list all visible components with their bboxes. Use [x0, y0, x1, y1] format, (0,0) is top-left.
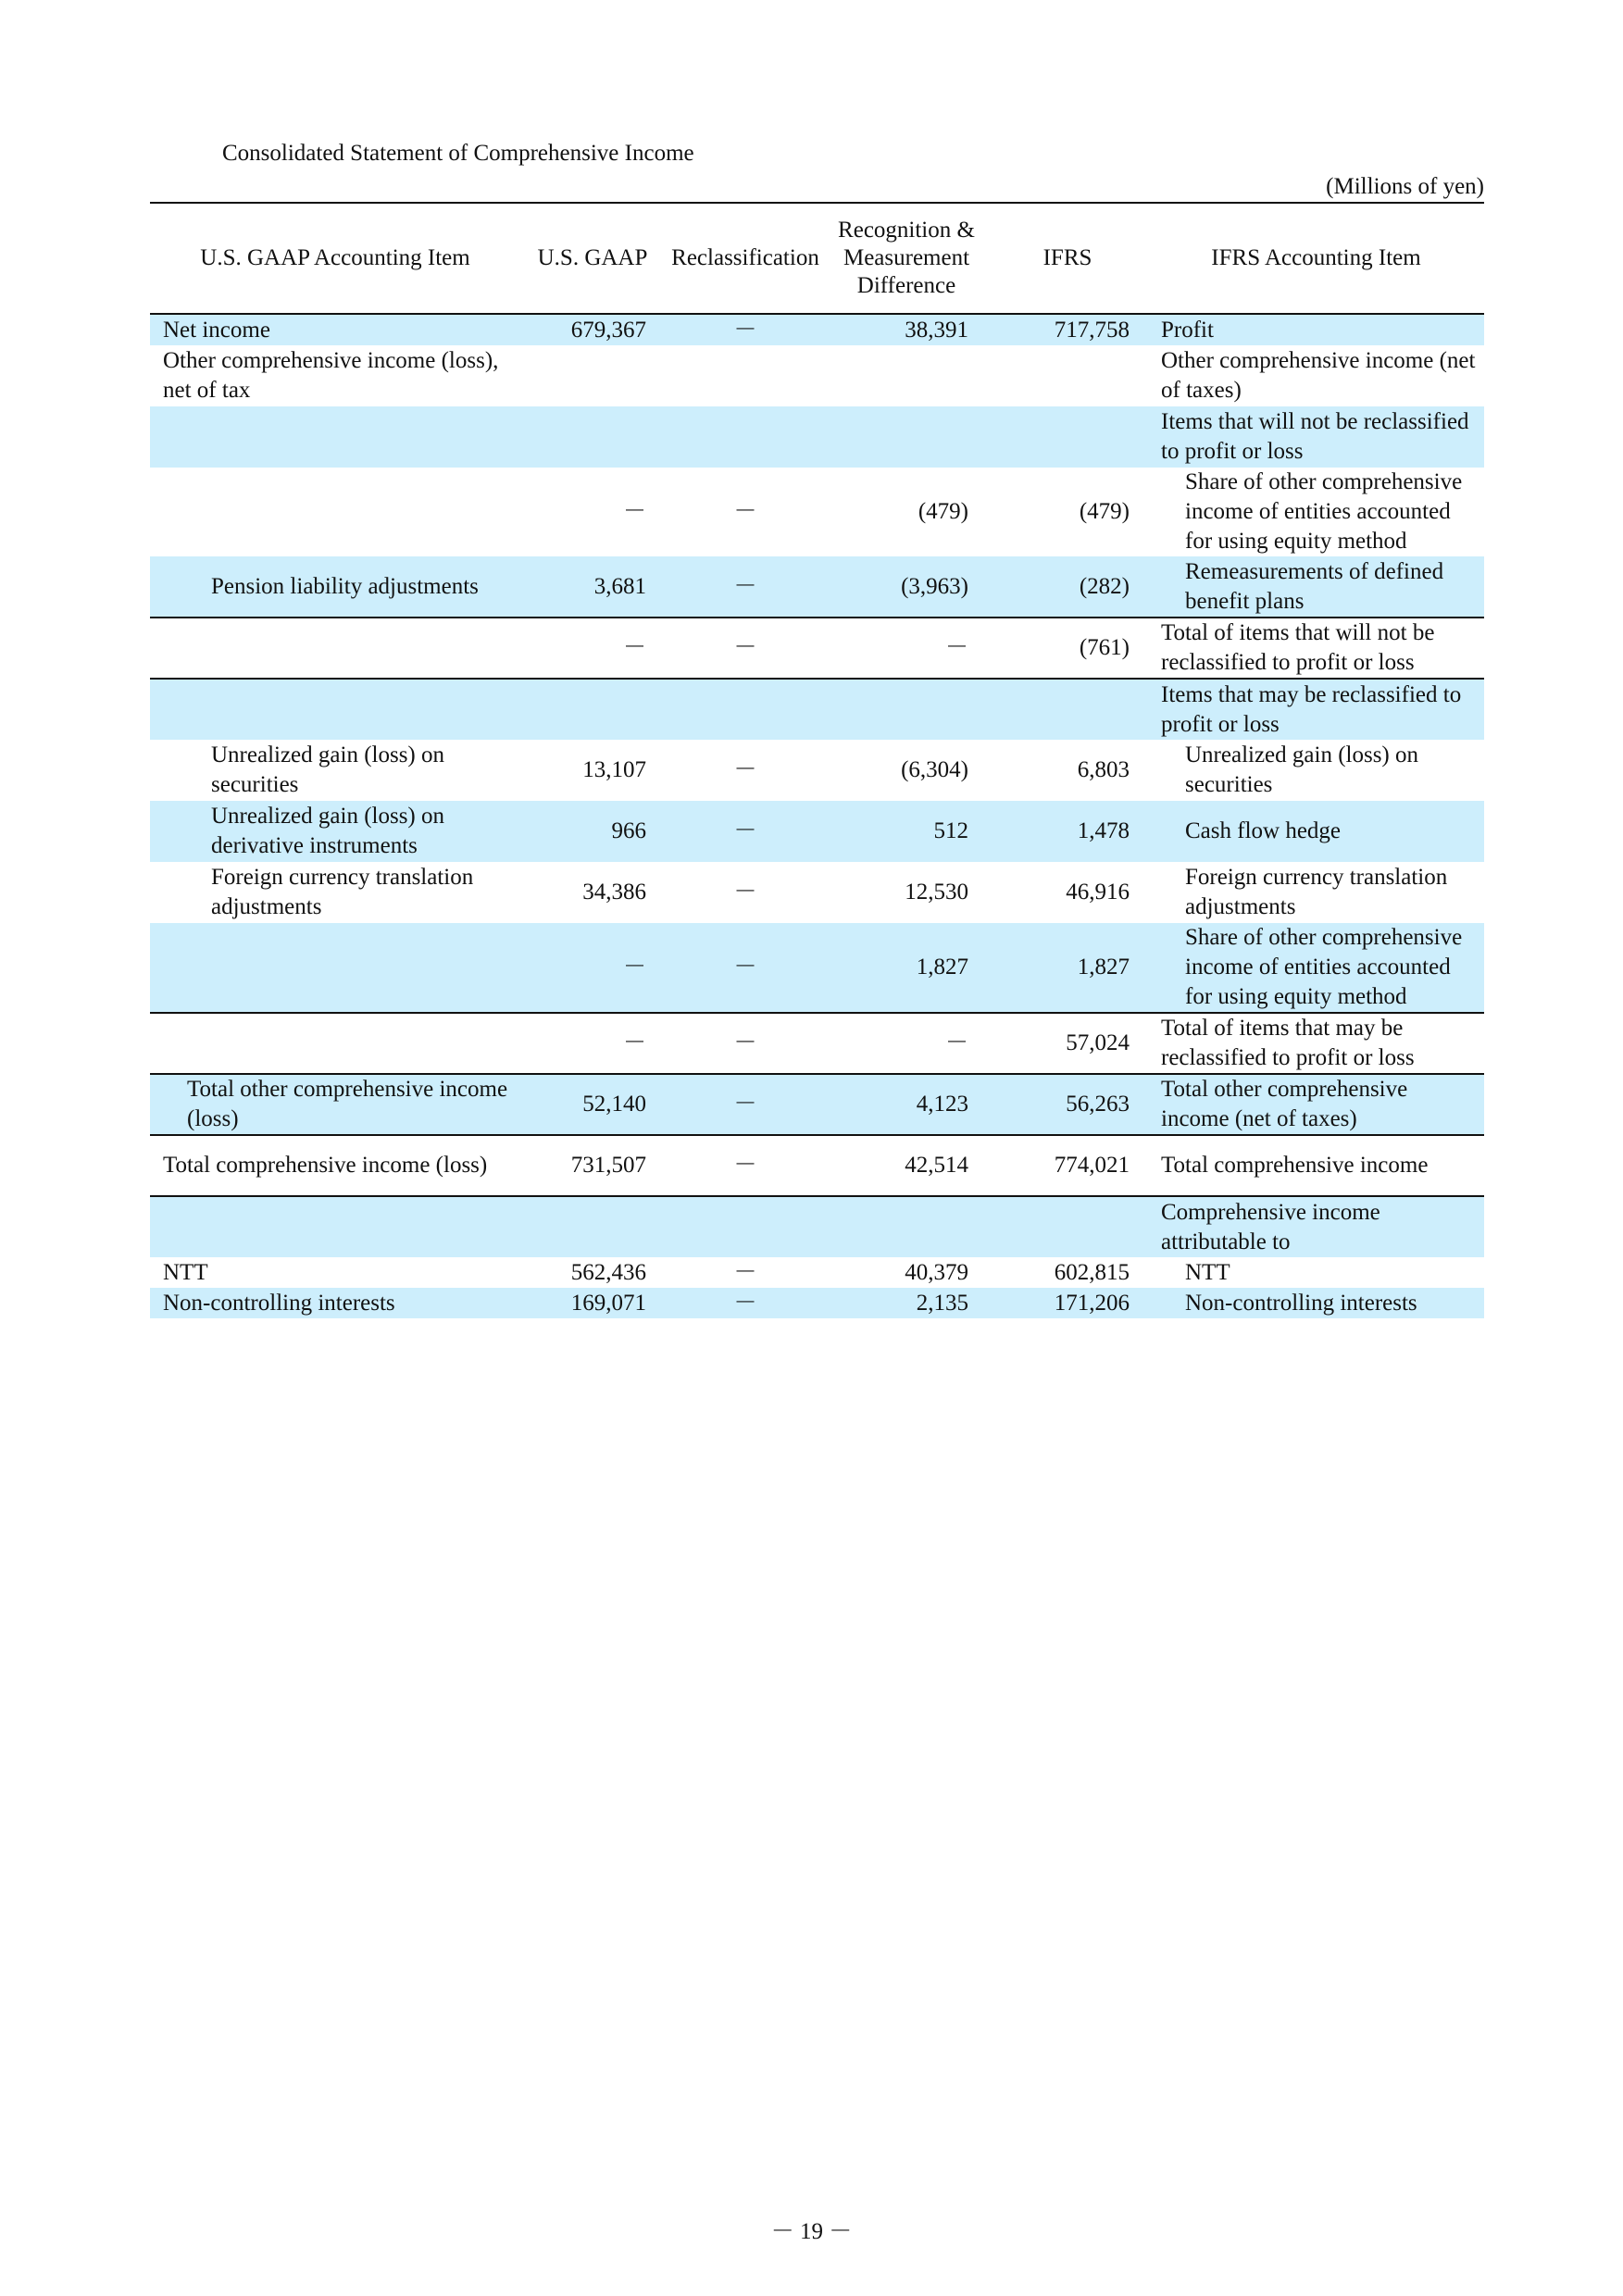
table-row [150, 1074, 1484, 1135]
table-row [150, 314, 1484, 345]
cell-usgaap: 731,507 [520, 1135, 665, 1196]
cell-reclassification: － [665, 1074, 826, 1135]
row-label-ifrs: Comprehensive income attributable to [1148, 1196, 1484, 1257]
table-header-row [150, 203, 1484, 314]
row-label-usgaap: Foreign currency translation adjustments [211, 865, 474, 919]
cell-ifrs: 1,478 [987, 801, 1148, 862]
cell-difference: (479) [918, 499, 968, 524]
row-label-usgaap [150, 618, 520, 679]
row-label-ifrs: Remeasurements of defined benefit plans [1148, 556, 1484, 618]
row-label-usgaap: Pension liability adjustments [150, 556, 520, 618]
row-label-ifrs: Unrealized gain (loss) on securities [1185, 742, 1419, 797]
row-label-ifrs: Share of other comprehensive income of entities accounted for using equity method [1148, 923, 1484, 1013]
cell-ifrs: 57,024 [987, 1013, 1148, 1074]
header-reclassification: Reclassification [671, 245, 819, 270]
cell-reclassification: － [733, 880, 757, 905]
row-label-usgaap: Unrealized gain (loss) on securities [211, 742, 445, 797]
cell-ifrs [987, 406, 1148, 468]
units-label: (Millions of yen) [1326, 174, 1484, 199]
cell-difference: － [826, 618, 987, 679]
row-label-ifrs: Share of other comprehensive income of entities accounted for using equity method [1185, 469, 1463, 554]
cell-difference [826, 345, 987, 406]
cell-difference: (6,304) [901, 757, 968, 782]
row-label-ifrs: Non-controlling interests [1148, 1288, 1484, 1318]
cell-ifrs: 56,263 [987, 1074, 1148, 1135]
cell-difference [826, 679, 987, 740]
row-label-usgaap: Unrealized gain (loss) on derivative instruments [150, 801, 520, 862]
cell-usgaap: － [520, 1013, 665, 1074]
cell-usgaap: 679,367 [520, 314, 665, 345]
cell-reclassification: － [733, 1259, 757, 1285]
cell-ifrs: 171,206 [987, 1288, 1148, 1318]
cell-ifrs: 717,758 [987, 314, 1148, 345]
row-label-usgaap [150, 679, 520, 740]
cell-ifrs [987, 679, 1148, 740]
table-row [150, 801, 1484, 862]
table-row [150, 679, 1484, 740]
cell-ifrs: 774,021 [987, 1135, 1148, 1196]
row-label-usgaap [150, 406, 520, 468]
row-label-ifrs: Items that may be reclassified to profit or loss [1148, 679, 1484, 740]
cell-difference: 42,514 [826, 1135, 987, 1196]
cell-reclassification [665, 406, 826, 468]
row-label-ifrs: Total of items that may be reclassified to profit or loss [1148, 1013, 1484, 1074]
page-title: Consolidated Statement of Comprehensive Income [222, 141, 694, 166]
cell-usgaap: － [622, 499, 646, 524]
cell-usgaap: － [520, 618, 665, 679]
cell-difference: － [826, 1013, 987, 1074]
cell-difference: 512 [826, 801, 987, 862]
row-label-usgaap [150, 923, 520, 1013]
cell-ifrs: (479) [1079, 499, 1130, 524]
table-row [150, 1196, 1484, 1257]
header-ifrs: IFRS [1042, 245, 1092, 270]
cell-usgaap [520, 345, 665, 406]
cell-difference: 40,379 [905, 1259, 968, 1285]
cell-reclassification: － [665, 314, 826, 345]
table-row [150, 1135, 1484, 1196]
cell-reclassification: － [665, 1288, 826, 1318]
row-label-usgaap [150, 468, 520, 556]
row-label-usgaap: Net income [150, 314, 520, 345]
cell-usgaap: 966 [520, 801, 665, 862]
cell-reclassification [665, 1196, 826, 1257]
cell-reclassification: － [665, 923, 826, 1013]
row-label-usgaap [150, 1196, 520, 1257]
cell-ifrs [987, 1196, 1148, 1257]
row-label-ifrs: Items that will not be reclassified to profit or loss [1148, 406, 1484, 468]
row-label-usgaap [150, 1013, 520, 1074]
cell-ifrs: 602,815 [1054, 1259, 1130, 1285]
row-label-ifrs: Other comprehensive income (net of taxes) [1161, 348, 1476, 403]
cell-usgaap [520, 406, 665, 468]
row-label-usgaap: Other comprehensive income (loss), net of tax [163, 348, 499, 403]
row-label-ifrs: Total other comprehensive income (net of taxes) [1148, 1074, 1484, 1135]
cell-usgaap: 13,107 [582, 757, 646, 782]
cell-ifrs: (761) [987, 618, 1148, 679]
table-row [150, 345, 1484, 406]
cell-difference: (3,963) [826, 556, 987, 618]
row-label-ifrs: Cash flow hedge [1148, 801, 1484, 862]
cell-difference [826, 1196, 987, 1257]
cell-difference [826, 406, 987, 468]
cell-ifrs: 1,827 [987, 923, 1148, 1013]
cell-difference: 4,123 [826, 1074, 987, 1135]
cell-ifrs: (282) [987, 556, 1148, 618]
row-label-usgaap: Total comprehensive income (loss) [150, 1135, 520, 1196]
cell-usgaap: 562,436 [570, 1259, 646, 1285]
cell-reclassification: － [665, 1135, 826, 1196]
table-row [150, 1013, 1484, 1074]
cell-reclassification: － [665, 556, 826, 618]
row-label-ifrs: NTT [1185, 1259, 1230, 1285]
table-row [150, 923, 1484, 1013]
cell-usgaap [520, 679, 665, 740]
page-number: － 19 － [770, 2219, 853, 2244]
row-label-usgaap: NTT [163, 1259, 208, 1285]
table-row [150, 1257, 1484, 1288]
cell-usgaap: 34,386 [582, 880, 646, 905]
table-row [150, 618, 1484, 679]
table-row [150, 468, 1484, 556]
cell-usgaap [520, 1196, 665, 1257]
cell-usgaap: 3,681 [520, 556, 665, 618]
row-label-ifrs: Total of items that will not be reclassified to profit or loss [1148, 618, 1484, 679]
header-usgaap: U.S. GAAP [537, 245, 648, 270]
cell-reclassification: － [665, 1013, 826, 1074]
cell-difference: 1,827 [826, 923, 987, 1013]
row-label-ifrs: Total comprehensive income [1148, 1135, 1484, 1196]
table-row [150, 862, 1484, 923]
cell-ifrs: 46,916 [1066, 880, 1130, 905]
cell-usgaap: 169,071 [520, 1288, 665, 1318]
cell-usgaap: 52,140 [520, 1074, 665, 1135]
cell-reclassification: － [733, 757, 757, 782]
cell-difference: 38,391 [826, 314, 987, 345]
cell-reclassification: － [665, 801, 826, 862]
table-row [150, 406, 1484, 468]
header-ifrs-item: IFRS Accounting Item [1211, 245, 1421, 270]
table-row [150, 740, 1484, 801]
cell-ifrs [987, 345, 1148, 406]
cell-ifrs: 6,803 [1077, 757, 1130, 782]
header-usgaap-item: U.S. GAAP Accounting Item [200, 245, 470, 270]
row-label-usgaap: Non-controlling interests [150, 1288, 520, 1318]
table-row [150, 1288, 1484, 1318]
table-row [150, 556, 1484, 618]
header-recognition-measurement: Recognition & Measurement Difference [838, 218, 975, 298]
row-label-ifrs: Foreign currency translation adjustments [1185, 865, 1448, 919]
cell-usgaap: － [520, 923, 665, 1013]
cell-difference: 2,135 [826, 1288, 987, 1318]
cell-reclassification [665, 345, 826, 406]
cell-difference: 12,530 [905, 880, 968, 905]
cell-reclassification: － [665, 618, 826, 679]
reconciliation-table [150, 202, 1484, 1318]
cell-reclassification: － [733, 499, 757, 524]
row-label-usgaap: Total other comprehensive income (loss) [150, 1074, 520, 1135]
cell-reclassification [665, 679, 826, 740]
row-label-ifrs: Profit [1148, 314, 1484, 345]
